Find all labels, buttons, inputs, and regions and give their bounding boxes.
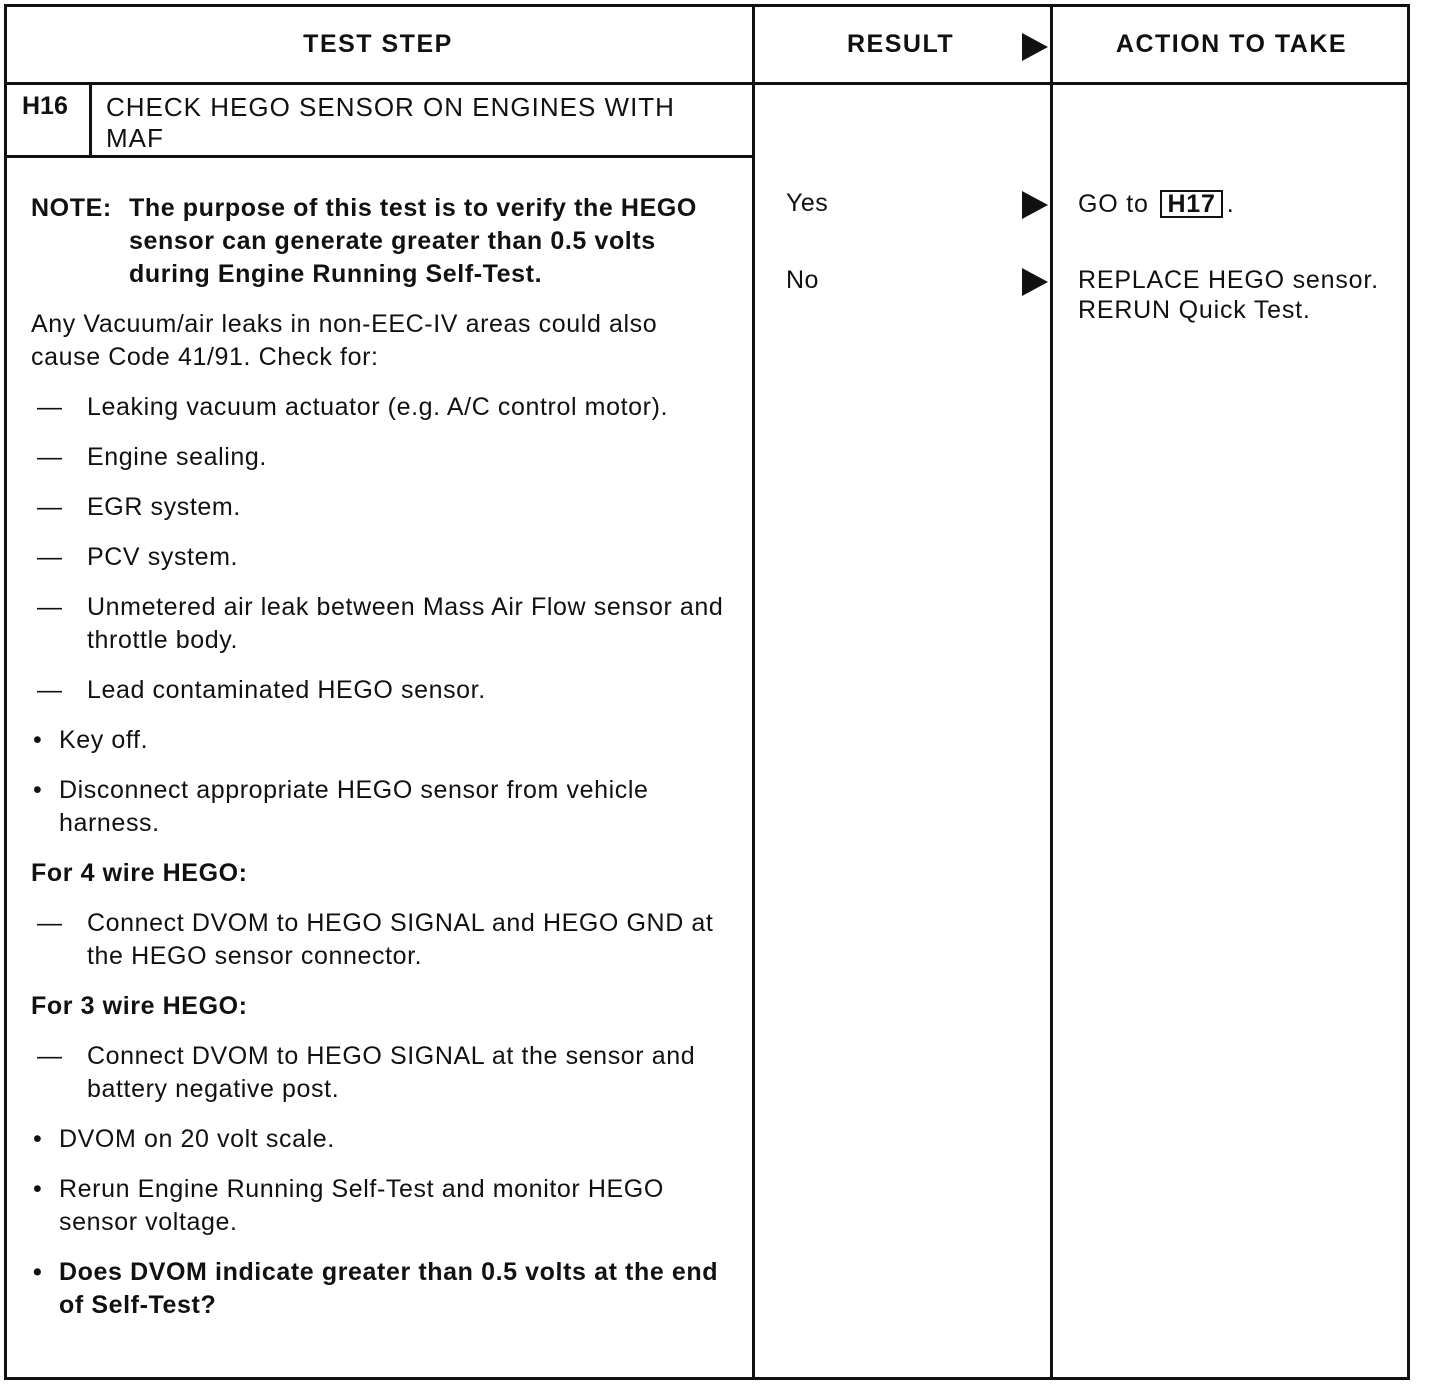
list-item: — Connect DVOM to HEGO SIGNAL and HEGO GND at the HEGO sensor connector.: [37, 909, 714, 970]
list-item: — Leaking vacuum actuator (e.g. A/C control motor).: [37, 393, 669, 421]
header-action-to-take: ACTION TO TAKE: [1115, 29, 1348, 58]
note-text: The purpose of this test is to verify the HEGO sensor can generate greater than 0.5 volts during Engine Running Self-Test.: [129, 194, 697, 288]
list-item: — Connect DVOM to HEGO SIGNAL at the sensor and battery negative post.: [37, 1042, 696, 1103]
header-arrow-icon: [1022, 33, 1048, 61]
step-reference-h17: H17: [1160, 190, 1222, 218]
test-step-content: [31, 192, 731, 1339]
list-item: — Engine sealing.: [37, 443, 267, 471]
result-no: No: [786, 266, 819, 294]
list-item: — PCV system.: [37, 543, 239, 571]
intro-text: Any Vacuum/air leaks in non-EEC-IV areas could also cause Code 41/91. Check for:: [31, 310, 658, 371]
result-no-arrow-icon: [1022, 268, 1048, 296]
step-id-divider: [89, 82, 92, 158]
header-result: RESULT: [847, 29, 955, 58]
action-yes-prefix: GO to: [1078, 190, 1149, 218]
list-item: — EGR system.: [37, 493, 241, 521]
question: • Does DVOM indicate greater than 0.5 volts at the end of Self-Test?: [33, 1258, 719, 1319]
list-item: • Key off.: [33, 726, 149, 754]
note-label: NOTE:: [31, 194, 112, 222]
note: [31, 192, 731, 291]
list-item: • DVOM on 20 volt scale.: [33, 1125, 335, 1153]
result-yes-arrow-icon: [1022, 191, 1048, 219]
step-title: CHECK HEGO SENSOR ON ENGINES WITH MAF: [106, 92, 675, 153]
three-wire-heading: For 3 wire HEGO:: [31, 992, 248, 1020]
column-divider-1: [752, 4, 755, 1380]
action-no: REPLACE HEGO sensor. RERUN Quick Test.: [1078, 266, 1379, 324]
action-yes-suffix: .: [1226, 190, 1235, 218]
column-divider-2: [1050, 4, 1053, 1380]
list-item: — Unmetered air leak between Mass Air Flow sensor and throttle body.: [37, 593, 724, 654]
list-item: • Disconnect appropriate HEGO sensor from vehicle harness.: [33, 776, 649, 837]
four-wire-heading: For 4 wire HEGO:: [31, 859, 248, 887]
result-yes: Yes: [786, 189, 829, 217]
header-test-step: TEST STEP: [303, 29, 453, 58]
list-item: • Rerun Engine Running Self-Test and monitor HEGO sensor voltage.: [33, 1175, 664, 1236]
step-id: H16: [22, 92, 68, 120]
action-yes: [1078, 189, 1388, 219]
list-item: — Lead contaminated HEGO sensor.: [37, 676, 486, 704]
step-title-divider: [4, 155, 755, 158]
